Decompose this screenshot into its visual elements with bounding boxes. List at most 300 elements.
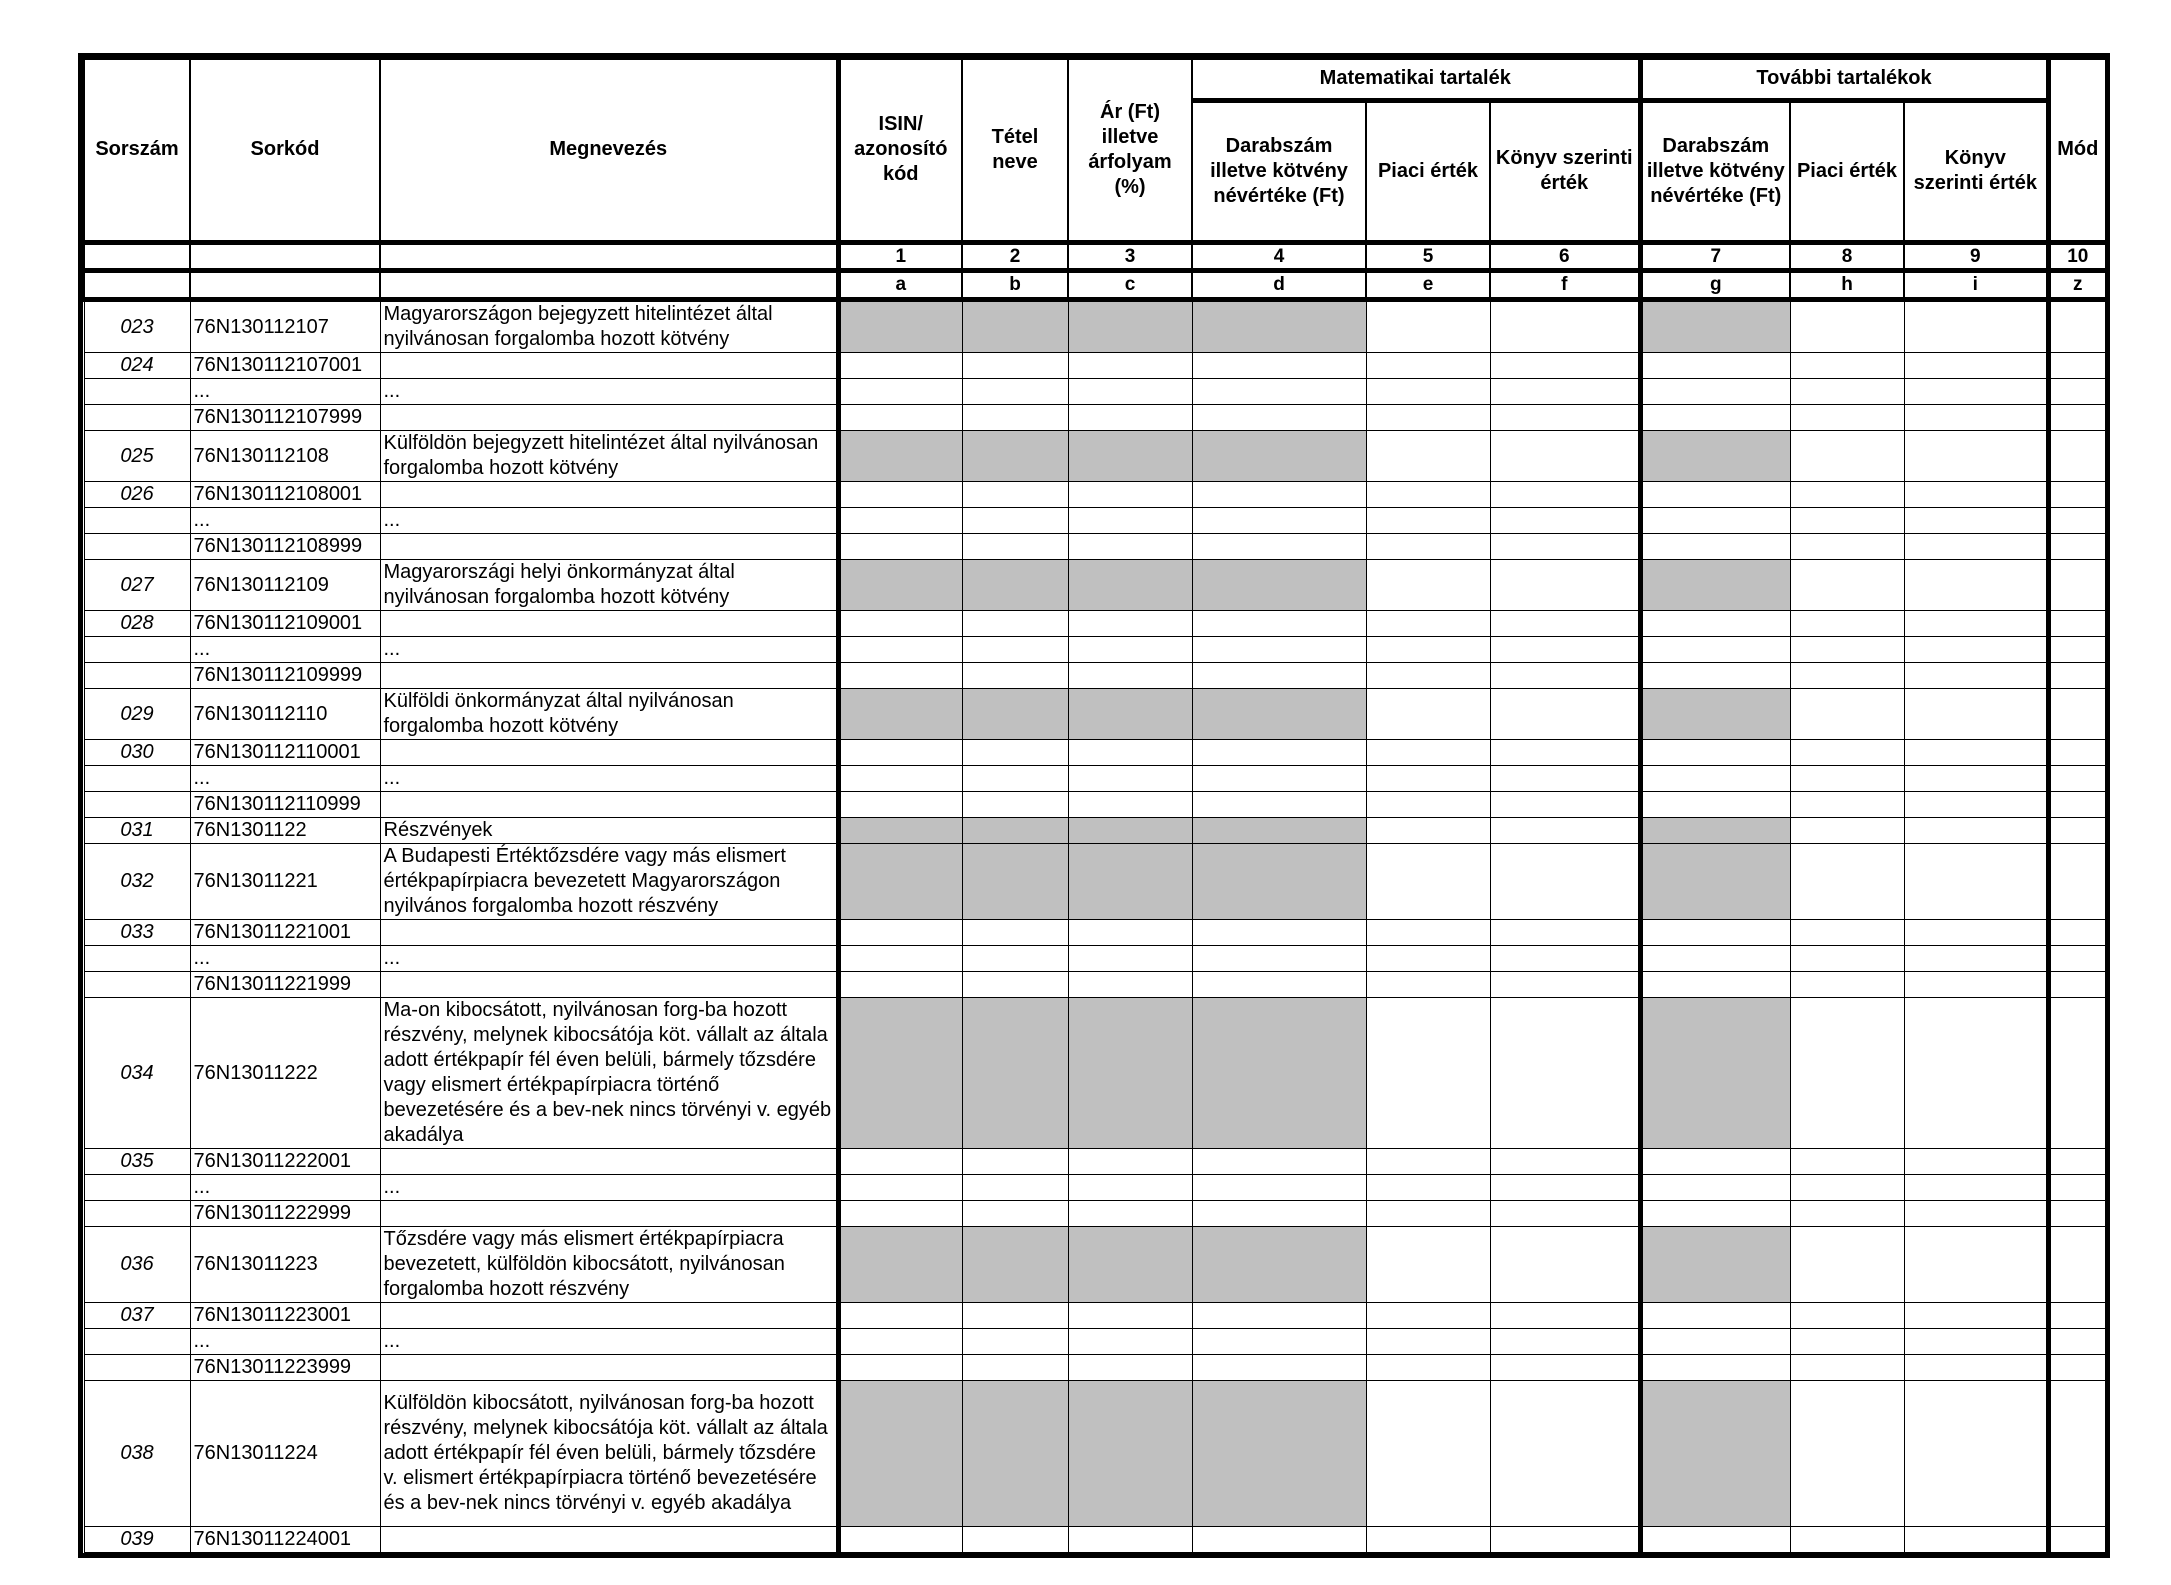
cell-tov-piaci[interactable] xyxy=(1790,431,1904,482)
cell-tov-darabszam[interactable] xyxy=(1640,946,1790,972)
cell-tov-darabszam[interactable] xyxy=(1640,482,1790,508)
cell-mat-konyv[interactable] xyxy=(1490,844,1640,920)
cell-tov-piaci[interactable] xyxy=(1790,1329,1904,1355)
cell-mod[interactable] xyxy=(2048,1527,2106,1553)
cell-mat-piaci[interactable] xyxy=(1366,818,1490,844)
col-number: 1 xyxy=(838,242,962,271)
cell-tov-piaci[interactable] xyxy=(1790,482,1904,508)
cell-tov-konyv[interactable] xyxy=(1904,379,2048,405)
cell-tetel-neve[interactable] xyxy=(962,792,1068,818)
cell-tov-konyv[interactable] xyxy=(1904,818,2048,844)
cell-tov-darabszam[interactable] xyxy=(1640,1355,1790,1381)
cell-mat-piaci[interactable] xyxy=(1366,405,1490,431)
cell-mod[interactable] xyxy=(2048,1381,2106,1527)
cell-tov-piaci[interactable] xyxy=(1790,972,1904,998)
cell-mat-konyv[interactable] xyxy=(1490,792,1640,818)
col-number: 2 xyxy=(962,242,1068,271)
cell-tov-konyv[interactable] xyxy=(1904,300,2048,353)
cell-ar[interactable] xyxy=(1068,1355,1192,1381)
cell-mat-piaci[interactable] xyxy=(1366,300,1490,353)
cell-tetel-neve[interactable] xyxy=(962,405,1068,431)
table-row xyxy=(84,637,2106,663)
cell-tov-konyv[interactable] xyxy=(1904,998,2048,1149)
cell-ar[interactable] xyxy=(1068,637,1192,663)
cell-isin[interactable] xyxy=(838,1303,962,1329)
cell-tov-darabszam[interactable] xyxy=(1640,740,1790,766)
cell-isin[interactable] xyxy=(838,482,962,508)
cell-tov-piaci[interactable] xyxy=(1790,1227,1904,1303)
cell-mat-konyv[interactable] xyxy=(1490,405,1640,431)
cell-mat-piaci[interactable] xyxy=(1366,534,1490,560)
cell-mat-piaci[interactable] xyxy=(1366,637,1490,663)
cell-tetel-neve[interactable] xyxy=(962,1201,1068,1227)
cell-mod[interactable] xyxy=(2048,1227,2106,1303)
cell-mat-konyv[interactable] xyxy=(1490,1381,1640,1527)
cell-isin[interactable] xyxy=(838,611,962,637)
cell-tov-konyv[interactable] xyxy=(1904,560,2048,611)
cell-mat-piaci[interactable] xyxy=(1366,689,1490,740)
cell-mat-darabszam[interactable] xyxy=(1192,1527,1366,1553)
cell-mod[interactable] xyxy=(2048,379,2106,405)
cell-mat-konyv[interactable] xyxy=(1490,689,1640,740)
cell-mat-piaci[interactable] xyxy=(1366,998,1490,1149)
cell-ar[interactable] xyxy=(1068,534,1192,560)
cell-mat-konyv[interactable] xyxy=(1490,534,1640,560)
cell-mat-piaci[interactable] xyxy=(1366,1175,1490,1201)
cell-tov-konyv[interactable] xyxy=(1904,534,2048,560)
cell-tetel-neve[interactable] xyxy=(962,379,1068,405)
cell-tov-darabszam[interactable] xyxy=(1640,1175,1790,1201)
cell-isin xyxy=(838,300,962,353)
cell-tetel-neve[interactable] xyxy=(962,663,1068,689)
cell-tov-konyv[interactable] xyxy=(1904,1201,2048,1227)
row-megnevezes xyxy=(380,1149,838,1175)
cell-tetel-neve[interactable] xyxy=(962,1303,1068,1329)
cell-tov-piaci[interactable] xyxy=(1790,766,1904,792)
cell-mat-konyv[interactable] xyxy=(1490,920,1640,946)
cell-mod[interactable] xyxy=(2048,353,2106,379)
cell-ar[interactable] xyxy=(1068,1201,1192,1227)
cell-tetel-neve xyxy=(962,1381,1068,1527)
cell-mat-konyv[interactable] xyxy=(1490,1227,1640,1303)
cell-mat-piaci[interactable] xyxy=(1366,740,1490,766)
cell-mat-piaci[interactable] xyxy=(1366,946,1490,972)
cell-mod[interactable] xyxy=(2048,1175,2106,1201)
cell-ar[interactable] xyxy=(1068,920,1192,946)
cell-mat-piaci[interactable] xyxy=(1366,792,1490,818)
cell-tetel-neve[interactable] xyxy=(962,972,1068,998)
cell-mod[interactable] xyxy=(2048,818,2106,844)
cell-mat-darabszam[interactable] xyxy=(1192,611,1366,637)
cell-tetel-neve[interactable] xyxy=(962,1149,1068,1175)
cell-mat-piaci[interactable] xyxy=(1366,1227,1490,1303)
cell-mat-darabszam[interactable] xyxy=(1192,1303,1366,1329)
cell-mod[interactable] xyxy=(2048,300,2106,353)
table-row xyxy=(84,1329,2106,1355)
cell-tov-konyv[interactable] xyxy=(1904,1175,2048,1201)
row-sorszam: 026 xyxy=(84,482,190,508)
table-row xyxy=(84,689,2106,740)
cell-mat-piaci[interactable] xyxy=(1366,766,1490,792)
cell-ar xyxy=(1068,844,1192,920)
cell-mat-piaci[interactable] xyxy=(1366,1381,1490,1527)
cell-tov-piaci[interactable] xyxy=(1790,792,1904,818)
cell-mod[interactable] xyxy=(2048,998,2106,1149)
cell-tov-piaci[interactable] xyxy=(1790,300,1904,353)
cell-tov-konyv[interactable] xyxy=(1904,844,2048,920)
cell-tov-konyv[interactable] xyxy=(1904,920,2048,946)
cell-mod[interactable] xyxy=(2048,844,2106,920)
cell-ar[interactable] xyxy=(1068,946,1192,972)
cell-mat-konyv[interactable] xyxy=(1490,1149,1640,1175)
cell-tov-konyv[interactable] xyxy=(1904,689,2048,740)
cell-tov-darabszam[interactable] xyxy=(1640,1201,1790,1227)
cell-tetel-neve xyxy=(962,560,1068,611)
cell-tov-darabszam[interactable] xyxy=(1640,972,1790,998)
cell-tov-piaci[interactable] xyxy=(1790,740,1904,766)
row-sorszam: 024 xyxy=(84,353,190,379)
cell-isin[interactable] xyxy=(838,1201,962,1227)
cell-tov-konyv[interactable] xyxy=(1904,353,2048,379)
cell-mat-darabszam[interactable] xyxy=(1192,508,1366,534)
cell-ar[interactable] xyxy=(1068,1527,1192,1553)
cell-isin[interactable] xyxy=(838,1175,962,1201)
cell-mat-darabszam xyxy=(1192,689,1366,740)
cell-isin[interactable] xyxy=(838,766,962,792)
cell-tetel-neve[interactable] xyxy=(962,1175,1068,1201)
cell-mat-konyv[interactable] xyxy=(1490,353,1640,379)
cell-tov-darabszam[interactable] xyxy=(1640,920,1790,946)
cell-mod[interactable] xyxy=(2048,1149,2106,1175)
cell-mat-konyv[interactable] xyxy=(1490,972,1640,998)
cell-mod[interactable] xyxy=(2048,1329,2106,1355)
cell-mat-darabszam[interactable] xyxy=(1192,1355,1366,1381)
cell-tov-piaci[interactable] xyxy=(1790,818,1904,844)
row-megnevezes xyxy=(380,611,838,637)
cell-mat-piaci[interactable] xyxy=(1366,353,1490,379)
cell-tov-konyv[interactable] xyxy=(1904,766,2048,792)
cell-mat-konyv[interactable] xyxy=(1490,1355,1640,1381)
cell-mod[interactable] xyxy=(2048,405,2106,431)
cell-mat-darabszam[interactable] xyxy=(1192,946,1366,972)
cell-tov-konyv[interactable] xyxy=(1904,508,2048,534)
cell-mat-piaci[interactable] xyxy=(1366,1355,1490,1381)
cell-isin[interactable] xyxy=(838,946,962,972)
cell-isin xyxy=(838,1227,962,1303)
cell-mod[interactable] xyxy=(2048,534,2106,560)
cell-isin[interactable] xyxy=(838,663,962,689)
cell-mat-konyv[interactable] xyxy=(1490,1201,1640,1227)
cell-tov-piaci[interactable] xyxy=(1790,946,1904,972)
cell-tetel-neve[interactable] xyxy=(962,508,1068,534)
cell-mat-darabszam[interactable] xyxy=(1192,766,1366,792)
col-letter: z xyxy=(2048,271,2106,300)
cell-tov-konyv[interactable] xyxy=(1904,1355,2048,1381)
cell-mat-darabszam[interactable] xyxy=(1192,792,1366,818)
cell-tov-konyv[interactable] xyxy=(1904,792,2048,818)
cell-tov-piaci[interactable] xyxy=(1790,998,1904,1149)
cell-mod[interactable] xyxy=(2048,482,2106,508)
cell-mat-piaci[interactable] xyxy=(1366,379,1490,405)
row-megnevezes xyxy=(380,740,838,766)
cell-tov-darabszam xyxy=(1640,1381,1790,1527)
cell-tetel-neve[interactable] xyxy=(962,534,1068,560)
cell-tetel-neve[interactable] xyxy=(962,1355,1068,1381)
cell-isin[interactable] xyxy=(838,1149,962,1175)
cell-mat-piaci[interactable] xyxy=(1366,482,1490,508)
cell-ar[interactable] xyxy=(1068,353,1192,379)
cell-mat-darabszam[interactable] xyxy=(1192,663,1366,689)
cell-tov-darabszam xyxy=(1640,560,1790,611)
cell-mat-konyv[interactable] xyxy=(1490,560,1640,611)
cell-mat-piaci[interactable] xyxy=(1366,844,1490,920)
cell-mat-darabszam[interactable] xyxy=(1192,1175,1366,1201)
cell-isin[interactable] xyxy=(838,740,962,766)
cell-tov-darabszam[interactable] xyxy=(1640,508,1790,534)
col-letter: h xyxy=(1790,271,1904,300)
cell-isin[interactable] xyxy=(838,353,962,379)
cell-ar[interactable] xyxy=(1068,740,1192,766)
cell-tov-konyv[interactable] xyxy=(1904,637,2048,663)
cell-tov-konyv[interactable] xyxy=(1904,1149,2048,1175)
cell-ar[interactable] xyxy=(1068,482,1192,508)
cell-mat-konyv[interactable] xyxy=(1490,1329,1640,1355)
cell-mat-konyv[interactable] xyxy=(1490,431,1640,482)
cell-mod[interactable] xyxy=(2048,560,2106,611)
cell-mod[interactable] xyxy=(2048,920,2106,946)
cell-tov-piaci[interactable] xyxy=(1790,1149,1904,1175)
cell-tov-piaci[interactable] xyxy=(1790,637,1904,663)
cell-tetel-neve[interactable] xyxy=(962,1329,1068,1355)
cell-tov-konyv[interactable] xyxy=(1904,1527,2048,1553)
cell-mat-piaci[interactable] xyxy=(1366,1527,1490,1553)
cell-isin[interactable] xyxy=(838,534,962,560)
cell-mod[interactable] xyxy=(2048,1303,2106,1329)
table-row xyxy=(84,353,2106,379)
cell-mat-konyv[interactable] xyxy=(1490,482,1640,508)
cell-mat-piaci[interactable] xyxy=(1366,560,1490,611)
cell-mat-konyv[interactable] xyxy=(1490,740,1640,766)
cell-tetel-neve[interactable] xyxy=(962,637,1068,663)
cell-tov-piaci[interactable] xyxy=(1790,663,1904,689)
cell-ar[interactable] xyxy=(1068,1329,1192,1355)
cell-isin[interactable] xyxy=(838,1355,962,1381)
cell-tov-konyv[interactable] xyxy=(1904,611,2048,637)
cell-mat-darabszam[interactable] xyxy=(1192,405,1366,431)
cell-isin[interactable] xyxy=(838,379,962,405)
cell-mod[interactable] xyxy=(2048,508,2106,534)
cell-tetel-neve[interactable] xyxy=(962,946,1068,972)
cell-tov-darabszam[interactable] xyxy=(1640,1527,1790,1553)
cell-tetel-neve[interactable] xyxy=(962,1527,1068,1553)
cell-tetel-neve[interactable] xyxy=(962,740,1068,766)
cell-tov-piaci[interactable] xyxy=(1790,1175,1904,1201)
cell-mat-piaci[interactable] xyxy=(1366,611,1490,637)
cell-tov-piaci[interactable] xyxy=(1790,508,1904,534)
cell-tov-konyv[interactable] xyxy=(1904,946,2048,972)
cell-tov-darabszam[interactable] xyxy=(1640,1303,1790,1329)
cell-isin[interactable] xyxy=(838,972,962,998)
cell-tov-darabszam[interactable] xyxy=(1640,766,1790,792)
row-sorszam xyxy=(84,1329,190,1355)
cell-ar[interactable] xyxy=(1068,611,1192,637)
cell-tov-darabszam[interactable] xyxy=(1640,353,1790,379)
cell-tov-piaci[interactable] xyxy=(1790,353,1904,379)
cell-isin[interactable] xyxy=(838,1527,962,1553)
row-sorszam: 035 xyxy=(84,1149,190,1175)
cell-mat-konyv[interactable] xyxy=(1490,663,1640,689)
cell-tov-darabszam[interactable] xyxy=(1640,637,1790,663)
cell-tov-piaci[interactable] xyxy=(1790,1303,1904,1329)
cell-tov-piaci[interactable] xyxy=(1790,689,1904,740)
cell-mod[interactable] xyxy=(2048,1355,2106,1381)
row-sorkod: 76N13011221 xyxy=(190,844,380,920)
cell-mat-konyv[interactable] xyxy=(1490,766,1640,792)
cell-mat-darabszam[interactable] xyxy=(1192,920,1366,946)
cell-mod[interactable] xyxy=(2048,946,2106,972)
cell-ar[interactable] xyxy=(1068,792,1192,818)
cell-mat-piaci[interactable] xyxy=(1366,972,1490,998)
cell-tov-piaci[interactable] xyxy=(1790,1381,1904,1527)
cell-tov-konyv[interactable] xyxy=(1904,972,2048,998)
cell-mat-konyv[interactable] xyxy=(1490,1527,1640,1553)
cell-mod[interactable] xyxy=(2048,766,2106,792)
row-megnevezes: Külföldi önkormányzat által nyilvánosan forgalomba hozott kötvény xyxy=(380,689,838,740)
cell-ar[interactable] xyxy=(1068,1149,1192,1175)
cell-mat-piaci[interactable] xyxy=(1366,920,1490,946)
cell-mat-konyv[interactable] xyxy=(1490,818,1640,844)
cell-tov-konyv[interactable] xyxy=(1904,1227,2048,1303)
cell-mod[interactable] xyxy=(2048,1201,2106,1227)
row-sorkod: 76N130112107999 xyxy=(190,405,380,431)
row-megnevezes: Magyarországi helyi önkormányzat által nyilvánosan forgalomba hozott kötvény xyxy=(380,560,838,611)
cell-tov-konyv[interactable] xyxy=(1904,663,2048,689)
cell-mat-darabszam[interactable] xyxy=(1192,637,1366,663)
cell-tetel-neve[interactable] xyxy=(962,353,1068,379)
cell-tov-piaci[interactable] xyxy=(1790,1201,1904,1227)
cell-tov-darabszam[interactable] xyxy=(1640,405,1790,431)
table-row xyxy=(84,972,2106,998)
cell-tov-piaci[interactable] xyxy=(1790,534,1904,560)
cell-tov-darabszam[interactable] xyxy=(1640,1149,1790,1175)
cell-isin[interactable] xyxy=(838,405,962,431)
cell-tov-konyv[interactable] xyxy=(1904,1303,2048,1329)
cell-tov-konyv[interactable] xyxy=(1904,482,2048,508)
cell-isin[interactable] xyxy=(838,637,962,663)
row-sorszam: 027 xyxy=(84,560,190,611)
cell-tov-konyv[interactable] xyxy=(1904,1381,2048,1527)
cell-mod[interactable] xyxy=(2048,431,2106,482)
cell-tov-darabszam[interactable] xyxy=(1640,792,1790,818)
cell-mat-darabszam[interactable] xyxy=(1192,1201,1366,1227)
cell-mat-piaci[interactable] xyxy=(1366,663,1490,689)
cell-isin[interactable] xyxy=(838,920,962,946)
cell-tov-darabszam[interactable] xyxy=(1640,1329,1790,1355)
cell-tetel-neve[interactable] xyxy=(962,482,1068,508)
cell-mat-darabszam[interactable] xyxy=(1192,972,1366,998)
cell-mat-darabszam[interactable] xyxy=(1192,353,1366,379)
cell-mod[interactable] xyxy=(2048,740,2106,766)
cell-mat-konyv[interactable] xyxy=(1490,1303,1640,1329)
cell-mod[interactable] xyxy=(2048,972,2106,998)
cell-isin[interactable] xyxy=(838,508,962,534)
cell-ar[interactable] xyxy=(1068,508,1192,534)
cell-mat-darabszam[interactable] xyxy=(1192,534,1366,560)
cell-mat-konyv[interactable] xyxy=(1490,637,1640,663)
cell-mat-darabszam[interactable] xyxy=(1192,1149,1366,1175)
cell-ar[interactable] xyxy=(1068,766,1192,792)
cell-tov-konyv[interactable] xyxy=(1904,431,2048,482)
cell-ar[interactable] xyxy=(1068,405,1192,431)
cell-tetel-neve[interactable] xyxy=(962,920,1068,946)
cell-tov-darabszam xyxy=(1640,300,1790,353)
cell-ar[interactable] xyxy=(1068,972,1192,998)
cell-mat-konyv[interactable] xyxy=(1490,998,1640,1149)
cell-mat-piaci[interactable] xyxy=(1366,1149,1490,1175)
cell-mat-konyv[interactable] xyxy=(1490,1175,1640,1201)
cell-isin[interactable] xyxy=(838,792,962,818)
cell-mat-darabszam[interactable] xyxy=(1192,379,1366,405)
cell-ar[interactable] xyxy=(1068,1175,1192,1201)
cell-mat-piaci[interactable] xyxy=(1366,431,1490,482)
cell-tov-piaci[interactable] xyxy=(1790,844,1904,920)
cell-mat-konyv[interactable] xyxy=(1490,946,1640,972)
cell-tov-piaci[interactable] xyxy=(1790,405,1904,431)
header-sorkod: Sorkód xyxy=(190,59,380,242)
cell-mat-darabszam[interactable] xyxy=(1192,1329,1366,1355)
cell-tov-darabszam[interactable] xyxy=(1640,534,1790,560)
cell-tov-darabszam[interactable] xyxy=(1640,611,1790,637)
cell-tov-piaci[interactable] xyxy=(1790,920,1904,946)
row-megnevezes: ... xyxy=(380,637,838,663)
cell-tov-piaci[interactable] xyxy=(1790,379,1904,405)
cell-tov-konyv[interactable] xyxy=(1904,405,2048,431)
cell-tov-konyv[interactable] xyxy=(1904,1329,2048,1355)
cell-tov-piaci[interactable] xyxy=(1790,1355,1904,1381)
cell-mod[interactable] xyxy=(2048,689,2106,740)
cell-tetel-neve[interactable] xyxy=(962,611,1068,637)
cell-tov-piaci[interactable] xyxy=(1790,1527,1904,1553)
cell-mat-konyv[interactable] xyxy=(1490,508,1640,534)
cell-mod[interactable] xyxy=(2048,637,2106,663)
cell-tov-konyv[interactable] xyxy=(1904,740,2048,766)
cell-mat-konyv[interactable] xyxy=(1490,611,1640,637)
cell-mat-darabszam[interactable] xyxy=(1192,482,1366,508)
cell-mod[interactable] xyxy=(2048,663,2106,689)
cell-tov-darabszam[interactable] xyxy=(1640,379,1790,405)
cell-ar[interactable] xyxy=(1068,379,1192,405)
cell-mod[interactable] xyxy=(2048,611,2106,637)
cell-mat-konyv[interactable] xyxy=(1490,300,1640,353)
cell-isin[interactable] xyxy=(838,1329,962,1355)
cell-mod[interactable] xyxy=(2048,792,2106,818)
cell-mat-konyv[interactable] xyxy=(1490,379,1640,405)
cell-mat-piaci[interactable] xyxy=(1366,508,1490,534)
row-sorszam xyxy=(84,1175,190,1201)
cell-tov-piaci[interactable] xyxy=(1790,611,1904,637)
cell-mat-piaci[interactable] xyxy=(1366,1201,1490,1227)
row-megnevezes: ... xyxy=(380,766,838,792)
cell-tov-darabszam[interactable] xyxy=(1640,663,1790,689)
cell-mat-piaci[interactable] xyxy=(1366,1329,1490,1355)
cell-ar[interactable] xyxy=(1068,1303,1192,1329)
cell-tetel-neve[interactable] xyxy=(962,766,1068,792)
cell-mat-darabszam[interactable] xyxy=(1192,740,1366,766)
cell-mat-piaci[interactable] xyxy=(1366,1303,1490,1329)
cell-ar[interactable] xyxy=(1068,663,1192,689)
cell-tov-piaci[interactable] xyxy=(1790,560,1904,611)
table-row xyxy=(84,560,2106,611)
